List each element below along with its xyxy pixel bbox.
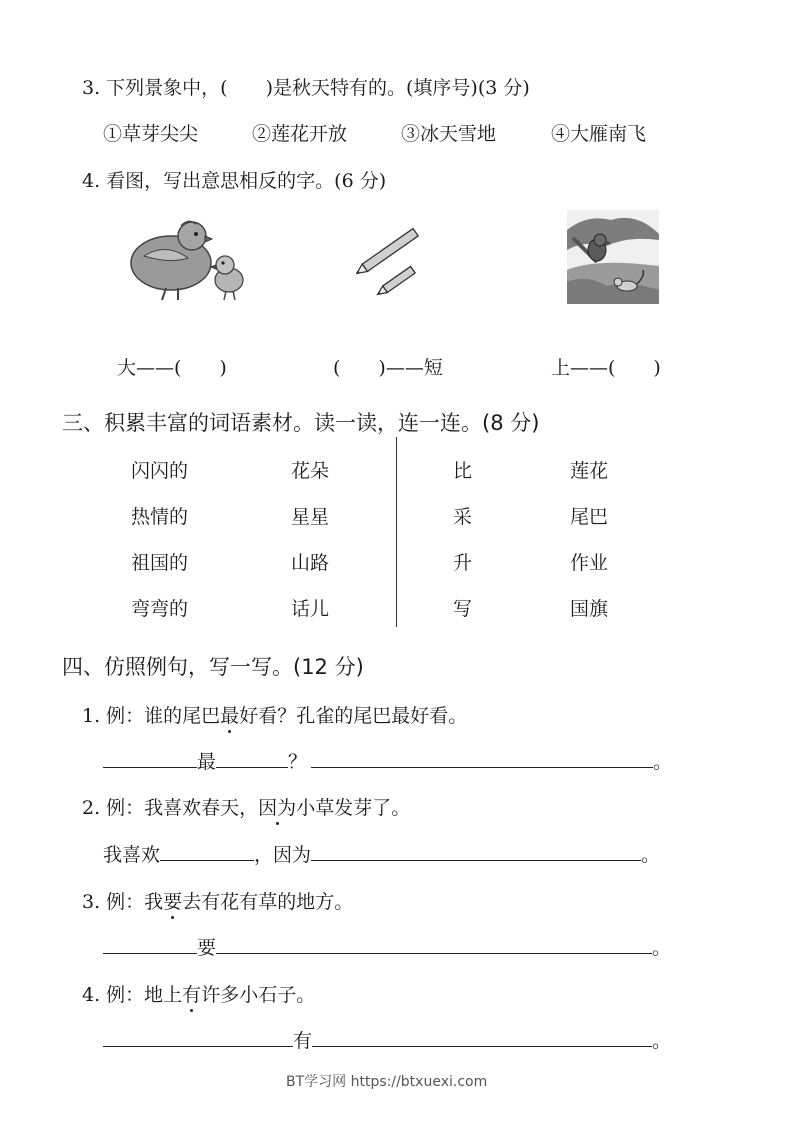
answer-line-2: 我喜欢 ，因为 。 [103, 840, 660, 867]
blank-field[interactable] [216, 933, 652, 954]
q3-option-2: ②莲花开放 [252, 123, 348, 145]
word-right1-3[interactable]: 升 [453, 552, 473, 574]
blank-field[interactable] [311, 840, 641, 861]
section-3-title: 三、积累丰富的词语素材。读一读，连一连。(8 分) [62, 411, 540, 435]
blank-field[interactable] [216, 747, 288, 768]
answer-line-3: 要 。 [103, 933, 671, 960]
word-left2-4[interactable]: 话儿 [291, 598, 330, 620]
opposite-item-short: ( )——短 [333, 357, 443, 379]
word-left2-1[interactable]: 花朵 [291, 460, 330, 482]
answer-line-4: 有 。 [103, 1026, 671, 1053]
question-4-stem: 4. 看图，写出意思相反的字。(6 分) [82, 170, 387, 192]
example-1: 1. 例：谁的尾巴最好看？孔雀的尾巴最好看。 [82, 705, 468, 727]
example-4: 4. 例：地上有许多小石子。 [82, 984, 316, 1006]
word-right2-3[interactable]: 作业 [570, 552, 609, 574]
emphasis-dot-word: 有 [182, 984, 202, 1006]
blank-field[interactable] [103, 933, 197, 954]
word-right1-4[interactable]: 写 [453, 598, 473, 620]
word-right1-1[interactable]: 比 [453, 460, 473, 482]
pencils-picture [356, 224, 436, 296]
opposite-item-big: 大——( ) [117, 357, 227, 379]
blank-field[interactable] [312, 1026, 652, 1047]
emphasis-dot-word: 要 [163, 891, 183, 913]
section-4-title: 四、仿照例句，写一写。(12 分) [62, 655, 364, 679]
answer-line-1: 最 ？ 。 [103, 747, 672, 774]
word-right2-4[interactable]: 国旗 [570, 598, 609, 620]
word-left2-2[interactable]: 星星 [291, 506, 330, 528]
blank-field[interactable] [160, 840, 254, 861]
q3-option-4: ④大雁南飞 [551, 123, 647, 145]
word-right2-2[interactable]: 尾巴 [570, 506, 609, 528]
example-2: 2. 例：我喜欢春天，因为小草发芽了。 [82, 797, 411, 819]
word-right1-2[interactable]: 采 [453, 506, 473, 528]
emphasis-dot-word: 最 [220, 705, 240, 727]
question-3-stem: 3. 下列景象中，( )是秋天特有的。(填序号)(3 分) [82, 77, 530, 99]
word-left1-3[interactable]: 祖国的 [131, 552, 189, 574]
column-divider [396, 437, 397, 627]
word-right2-1[interactable]: 莲花 [570, 460, 609, 482]
blank-field[interactable] [103, 1026, 293, 1047]
q3-option-3: ③冰天雪地 [401, 123, 497, 145]
footer-watermark: BT学习网 https://btxuexi.com [286, 1074, 488, 1090]
q3-option-1: ①草芽尖尖 [103, 123, 199, 145]
word-left1-4[interactable]: 弯弯的 [131, 598, 189, 620]
bird-and-animal-picture [567, 210, 659, 304]
word-left1-1[interactable]: 闪闪的 [131, 460, 189, 482]
blank-field[interactable] [103, 747, 197, 768]
example-3: 3. 例：我要去有花有草的地方。 [82, 891, 354, 913]
hen-and-chick-picture [126, 218, 254, 304]
opposite-item-up: 上——( ) [551, 357, 661, 379]
blank-field[interactable] [311, 747, 653, 768]
word-left1-2[interactable]: 热情的 [131, 506, 189, 528]
emphasis-dot-word: 因为 [258, 797, 297, 819]
word-left2-3[interactable]: 山路 [291, 552, 330, 574]
